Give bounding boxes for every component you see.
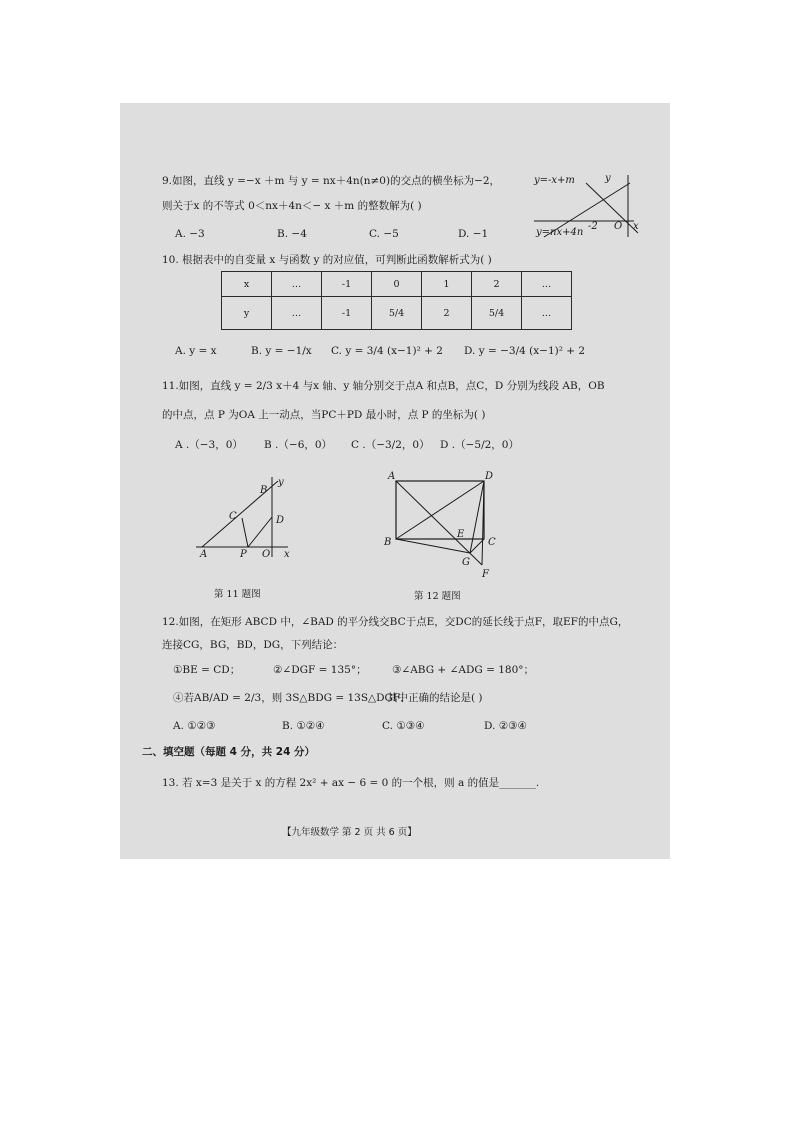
q12-option-c: C. ①③④ bbox=[382, 720, 425, 732]
q12-caption: 第 12 题图 bbox=[414, 591, 461, 602]
q10-option-d: D. y = −3/4 (x−1)² + 2 bbox=[464, 345, 586, 357]
q9-option-c: C. −5 bbox=[369, 228, 399, 240]
q12-label-F: F bbox=[482, 569, 489, 580]
q11-option-c: C .（−3/2，0） bbox=[351, 439, 430, 451]
q12-label-E: E bbox=[457, 529, 465, 540]
table-cell: -1 bbox=[322, 297, 372, 330]
q12-label-A: A bbox=[388, 471, 396, 482]
q12-line1: 12.如图，在矩形 ABCD 中，∠BAD 的平分线交BC于点E，交DC的延长线于点F，取EF的中点G， bbox=[162, 616, 629, 628]
q12-conclusion-3: ③∠ABG + ∠ADG = 180°； bbox=[392, 664, 535, 676]
q9-line1: 9.如图，直线 y =−x ＋m 与 y = nx＋4n(n≠0)的交点的横坐标为−2， bbox=[162, 175, 501, 187]
table-cell: 5/4 bbox=[372, 297, 422, 330]
table-cell: … bbox=[272, 297, 322, 330]
q12-option-d: D. ②③④ bbox=[484, 720, 527, 732]
q11-label-A: A bbox=[200, 549, 208, 560]
q9-option-b: B. −4 bbox=[277, 228, 307, 240]
table-cell: … bbox=[522, 272, 572, 297]
table-row bbox=[222, 272, 572, 297]
q9-option-d: D. −1 bbox=[458, 228, 489, 240]
page-footer: 【九年级数学 第 2 页 共 6 页】 bbox=[282, 827, 417, 838]
q11-caption: 第 11 题图 bbox=[214, 589, 261, 600]
q10-option-b: B. y = −1/x bbox=[251, 345, 312, 357]
table-cell: y bbox=[222, 297, 272, 330]
section-heading: 二、填空题（每题 4 分，共 24 分） bbox=[142, 746, 316, 758]
q12-label-D: D bbox=[485, 471, 494, 482]
q9-label-x: x bbox=[633, 221, 639, 232]
table-cell: 5/4 bbox=[472, 297, 522, 330]
table-cell: 0 bbox=[372, 272, 422, 297]
q10-option-c: C. y = 3/4 (x−1)² + 2 bbox=[331, 345, 443, 357]
q11-option-b: B .（−6，0） bbox=[264, 439, 333, 451]
q9-line2: 则关于x 的不等式 0＜nx＋4n＜− x ＋m 的整数解为( ) bbox=[162, 200, 422, 212]
q10-option-a: A. y = x bbox=[175, 345, 217, 357]
table-cell: 2 bbox=[422, 297, 472, 330]
q11-line1: 11.如图，直线 y = 2/3 x＋4 与x 轴、y 轴分别交于点A 和点B，点C，D 分别为线段 AB，OB bbox=[162, 380, 605, 392]
table-row bbox=[222, 297, 572, 330]
q9-label-y: y bbox=[605, 173, 611, 184]
q11-label-B: B bbox=[260, 485, 268, 496]
q12-conclusion-4: ④若AB/AD = 2/3，则 3S△BDG = 13S△DGF． bbox=[173, 692, 411, 704]
table-cell: … bbox=[272, 272, 322, 297]
q9-figure bbox=[534, 171, 644, 239]
q9-label-top: y=-x+m bbox=[534, 175, 575, 186]
q10-table bbox=[221, 271, 572, 330]
q12-conclusion-1: ①BE = CD； bbox=[173, 664, 241, 676]
q11-label-x: x bbox=[284, 549, 290, 560]
q12-answer-prompt: 其中正确的结论是( ) bbox=[387, 692, 483, 704]
q12-label-B: B bbox=[384, 537, 392, 548]
q11-label-D: D bbox=[276, 515, 285, 526]
table-cell: x bbox=[222, 272, 272, 297]
q11-label-y: y bbox=[278, 477, 284, 488]
q9-option-a: A. −3 bbox=[175, 228, 205, 240]
q11-option-a: A .（−3，0） bbox=[175, 439, 243, 451]
q12-label-C: C bbox=[488, 537, 496, 548]
q10-stem: 10. 根据表中的自变量 x 与函数 y 的对应值，可判断此函数解析式为( ) bbox=[162, 254, 492, 266]
q12-line2: 连接CG，BG，BD，DG，下列结论： bbox=[162, 639, 344, 651]
q11-figure bbox=[196, 473, 296, 558]
table-cell: -1 bbox=[322, 272, 372, 297]
q11-line2: 的中点，点 P 为OA 上一动点，当PC＋PD 最小时，点 P 的坐标为( ) bbox=[162, 409, 486, 421]
q12-option-b: B. ①②④ bbox=[282, 720, 325, 732]
table-cell: … bbox=[522, 297, 572, 330]
table-cell: 2 bbox=[472, 272, 522, 297]
q11-label-C: C bbox=[229, 511, 237, 522]
q11-label-P: P bbox=[240, 549, 247, 560]
q11-label-O: O bbox=[262, 549, 271, 560]
q12-label-G: G bbox=[462, 557, 470, 568]
exam-page bbox=[120, 103, 670, 859]
q12-conclusion-2: ②∠DGF = 135°； bbox=[273, 664, 367, 676]
q12-figure bbox=[384, 469, 504, 579]
table-cell: 1 bbox=[422, 272, 472, 297]
q12-option-a: A. ①②③ bbox=[173, 720, 216, 732]
q9-label-O: O bbox=[614, 221, 623, 232]
q9-label-minus2: -2 bbox=[588, 221, 598, 232]
q11-option-d: D .（−5/2，0） bbox=[440, 439, 519, 451]
q9-label-bottom: y=nx+4n bbox=[536, 227, 584, 238]
q13-text: 13. 若 x=3 是关于 x 的方程 2x² + ax − 6 = 0 的一个根，则 a 的值是_______. bbox=[162, 777, 540, 789]
